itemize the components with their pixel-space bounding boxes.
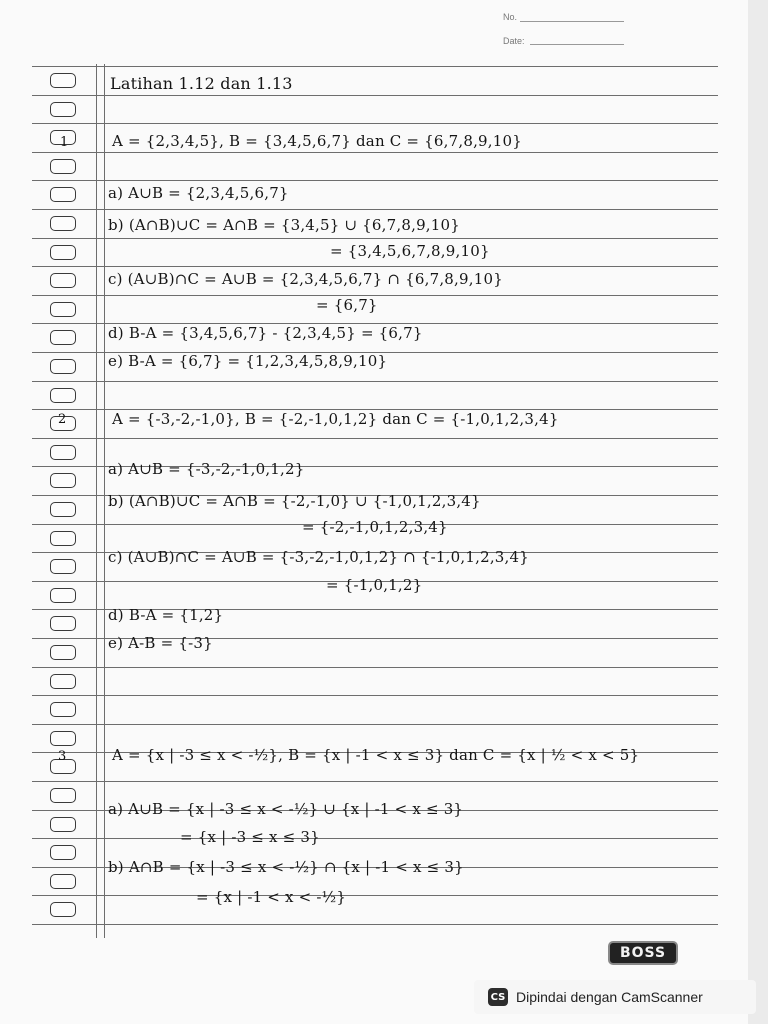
q3-part-b-line1: b) A∩B = {x | -3 ≤ x < -½} ∩ {x | -1 < x ≤ 3} (108, 858, 464, 876)
q2-given: A = {-3,-2,-1,0}, B = {-2,-1,0,1,2} dan C = {-1,0,1,2,3,4} (112, 410, 559, 428)
margin-box (50, 445, 76, 460)
margin-box (50, 588, 76, 603)
no-label: No. (503, 12, 518, 22)
brand-logo (608, 941, 678, 965)
no-line (520, 21, 624, 22)
margin-line-left (96, 64, 97, 938)
margin-box (50, 473, 76, 488)
q3-part-a-line2: = {x | -3 ≤ x ≤ 3} (180, 828, 320, 846)
margin-box (50, 359, 76, 374)
ruled-line (32, 95, 718, 96)
question-number-1: 1 (60, 135, 69, 150)
margin-box (50, 817, 76, 832)
q1-part-c-line1: c) (A∪B)∩C = A∪B = {2,3,4,5,6,7} ∩ {6,7,8,9,10} (108, 270, 503, 288)
margin-box (50, 559, 76, 574)
margin-box (50, 245, 76, 260)
q2-part-e: e) A-B = {-3} (108, 634, 213, 652)
question-number-3: 3 (58, 749, 67, 764)
ruled-line (32, 781, 718, 782)
margin-box (50, 102, 76, 117)
margin-line-right (104, 64, 105, 938)
q2-part-a: a) A∪B = {-3,-2,-1,0,1,2} (108, 460, 305, 478)
q1-part-a: a) A∪B = {2,3,4,5,6,7} (108, 184, 289, 202)
date-label: Date: (503, 36, 525, 46)
q2-part-b-line1: b) (A∩B)∪C = A∩B = {-2,-1,0} ∪ {-1,0,1,2,3,4} (108, 492, 481, 510)
question-number-2: 2 (58, 412, 67, 427)
margin-box (50, 216, 76, 231)
margin-box (50, 902, 76, 917)
margin-box (50, 388, 76, 403)
ruled-line (32, 895, 718, 896)
q2-part-d: d) B-A = {1,2} (108, 606, 224, 624)
ruled-line (32, 238, 718, 239)
margin-box (50, 674, 76, 689)
margin-box (50, 302, 76, 317)
q2-part-c-line1: c) (A∪B)∩C = A∪B = {-3,-2,-1,0,1,2} ∩ {-1,0,1,2,3,4} (108, 548, 529, 566)
margin-box (50, 502, 76, 517)
ruled-line (32, 838, 718, 839)
camscanner-watermark (474, 980, 756, 1014)
q3-part-b-line2: = {x | -1 < x < -½} (196, 888, 347, 906)
q1-given: A = {2,3,4,5}, B = {3,4,5,6,7} dan C = {6,7,8,9,10} (112, 132, 522, 150)
margin-box (50, 273, 76, 288)
ruled-line (32, 209, 718, 210)
ruled-line (32, 667, 718, 668)
camscanner-icon: CS (488, 988, 508, 1006)
brand-logo-text: BOSS (619, 945, 667, 961)
date-line (530, 44, 624, 45)
ruled-line (32, 724, 718, 725)
ruled-line (32, 123, 718, 124)
margin-box (50, 187, 76, 202)
ruled-line (32, 381, 718, 382)
ruled-line (32, 152, 718, 153)
q3-part-a-line1: a) A∪B = {x | -3 ≤ x < -½} ∪ {x | -1 < x ≤ 3} (108, 800, 464, 818)
page-title: Latihan 1.12 dan 1.13 (110, 74, 293, 93)
margin-box (50, 731, 76, 746)
ruled-line (32, 924, 718, 925)
margin-box (50, 159, 76, 174)
margin-box (50, 874, 76, 889)
q2-part-b-line2: = {-2,-1,0,1,2,3,4} (302, 518, 448, 536)
margin-box (50, 531, 76, 546)
margin-box (50, 330, 76, 345)
ruled-line (32, 695, 718, 696)
q1-part-d: d) B-A = {3,4,5,6,7} - {2,3,4,5} = {6,7} (108, 324, 423, 342)
q1-part-b-line2: = {3,4,5,6,7,8,9,10} (330, 242, 490, 260)
q1-part-c-line2: = {6,7} (316, 296, 378, 314)
margin-box (50, 73, 76, 88)
q1-part-e: e) B-A = {6,7} = {1,2,3,4,5,8,9,10} (108, 352, 388, 370)
ruled-line (32, 66, 718, 67)
margin-box (50, 645, 76, 660)
camscanner-text: Dipindai dengan CamScanner (516, 989, 703, 1005)
margin-box (50, 788, 76, 803)
ruled-line (32, 180, 718, 181)
ruled-line (32, 266, 718, 267)
margin-box (50, 845, 76, 860)
ruled-line (32, 438, 718, 439)
q2-part-c-line2: = {-1,0,1,2} (326, 576, 423, 594)
margin-box (50, 616, 76, 631)
margin-box (50, 702, 76, 717)
q3-given: A = {x | -3 ≤ x < -½}, B = {x | -1 < x ≤ 3} dan C = {x | ½ < x < 5} (112, 746, 640, 764)
q1-part-b-line1: b) (A∩B)∪C = A∩B = {3,4,5} ∪ {6,7,8,9,10} (108, 216, 461, 234)
